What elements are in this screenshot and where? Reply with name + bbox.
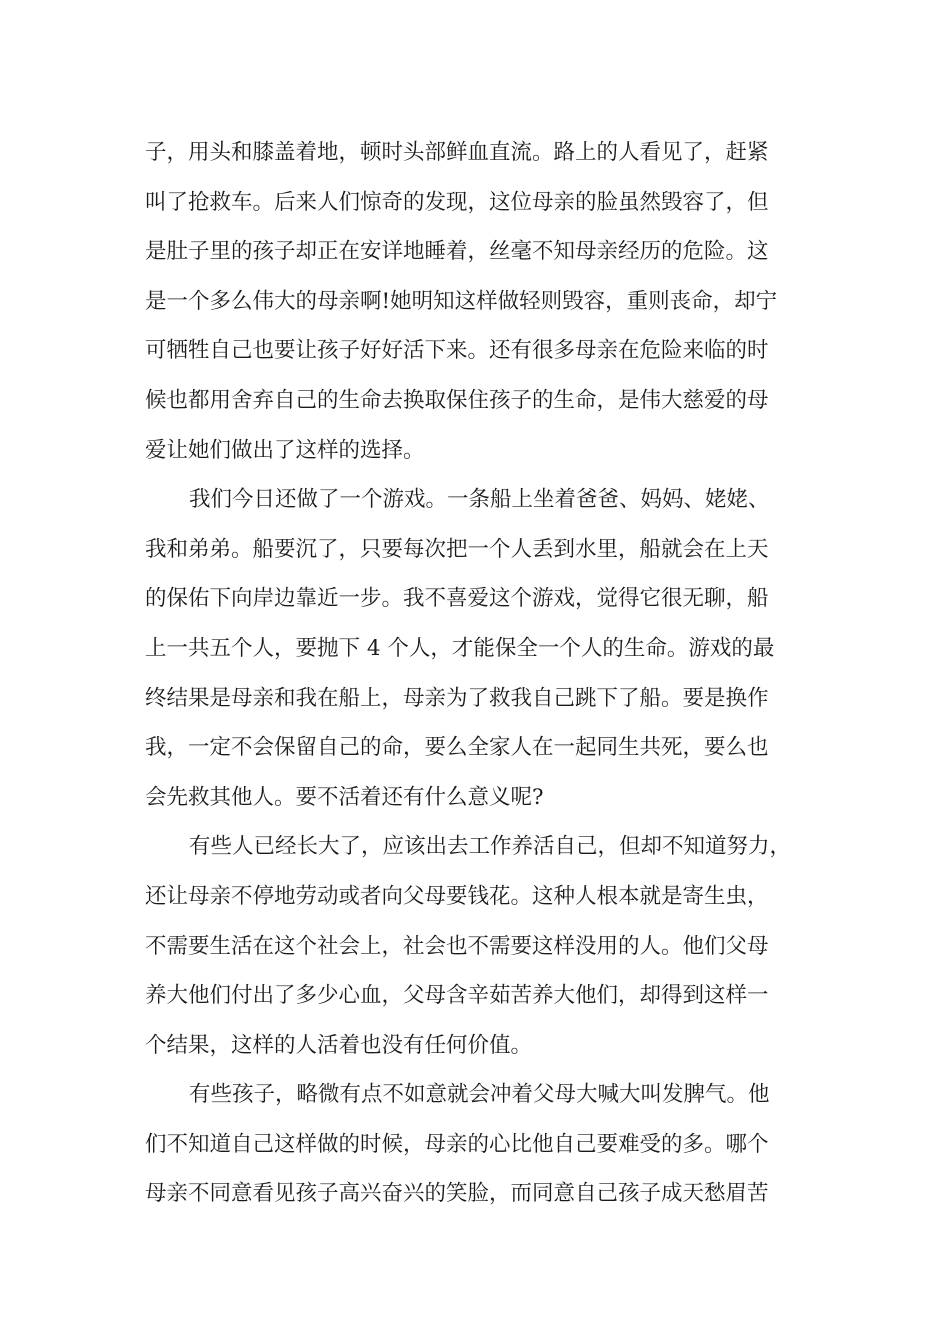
text-line: 有些孩子，略微有点不如意就会冲着父母大喊大叫发脾气。他 bbox=[189, 1082, 770, 1108]
text-line: 我们今日还做了一个游戏。一条船上坐着爸爸、妈妈、姥姥、 bbox=[189, 487, 770, 513]
text-line: 还让母亲不停地劳动或者向父母要钱花。这种人根本就是寄生虫， bbox=[145, 883, 769, 909]
text-line: 不需要生活在这个社会上，社会也不需要这样没用的人。他们父母 bbox=[145, 933, 769, 959]
text-line: 我和弟弟。船要沉了，只要每次把一个人丢到水里，船就会在上天 bbox=[145, 536, 769, 562]
text-line: 子，用头和膝盖着地，顿时头部鲜血直流。路上的人看见了，赶紧 bbox=[145, 140, 769, 165]
paragraph-3 bbox=[145, 822, 825, 1070]
text-line: 养大他们付出了多少心血，父母含辛茹苦养大他们，却得到这样一 bbox=[145, 983, 769, 1009]
paragraph-2 bbox=[145, 475, 825, 822]
text-line: 终结果是母亲和我在船上，母亲为了救我自己跳下了船。要是换作 bbox=[145, 685, 769, 711]
text-line: 候也都用舍弃自己的生命去换取保住孩子的生命，是伟大慈爱的母 bbox=[145, 387, 769, 413]
text-line: 可牺牲自己也要让孩子好好活下来。还有很多母亲在危险来临的时 bbox=[145, 338, 769, 364]
text-line: 会先救其他人。要不活着还有什么意义呢? bbox=[145, 784, 544, 810]
text-line: 个结果，这样的人活着也没有任何价值。 bbox=[145, 1032, 533, 1058]
text-line: 我，一定不会保留自己的命，要么全家人在一起同生共死，要么也 bbox=[145, 735, 769, 761]
document-body bbox=[145, 128, 825, 1219]
text-line: 爱让她们做出了这样的选择。 bbox=[145, 437, 425, 463]
text-line: 的保佑下向岸边靠近一步。我不喜爱这个游戏，觉得它很无聊，船 bbox=[145, 586, 769, 612]
text-line: 是肚子里的孩子却正在安详地睡着，丝毫不知母亲经历的危险。这 bbox=[145, 239, 769, 265]
paragraph-1 bbox=[145, 128, 825, 475]
text-line: 们不知道自己这样做的时候，母亲的心比他自己要难受的多。哪个 bbox=[145, 1131, 769, 1157]
text-line: 母亲不同意看见孩子高兴奋兴的笑脸，而同意自己孩子成天愁眉苦 bbox=[145, 1181, 769, 1207]
text-line: 叫了抢救车。后来人们惊奇的发现，这位母亲的脸虽然毁容了，但 bbox=[145, 189, 769, 215]
text-line: 是一个多么伟大的母亲啊!她明知这样做轻则毁容，重则丧命，却宁 bbox=[145, 288, 778, 314]
paragraph-4 bbox=[145, 1070, 825, 1219]
text-line: 上一共五个人，要抛下 4 个人，才能保全一个人的生命。游戏的最 bbox=[145, 635, 775, 661]
text-line: 有些人已经长大了，应该出去工作养活自己，但却不知道努力， bbox=[189, 834, 792, 860]
